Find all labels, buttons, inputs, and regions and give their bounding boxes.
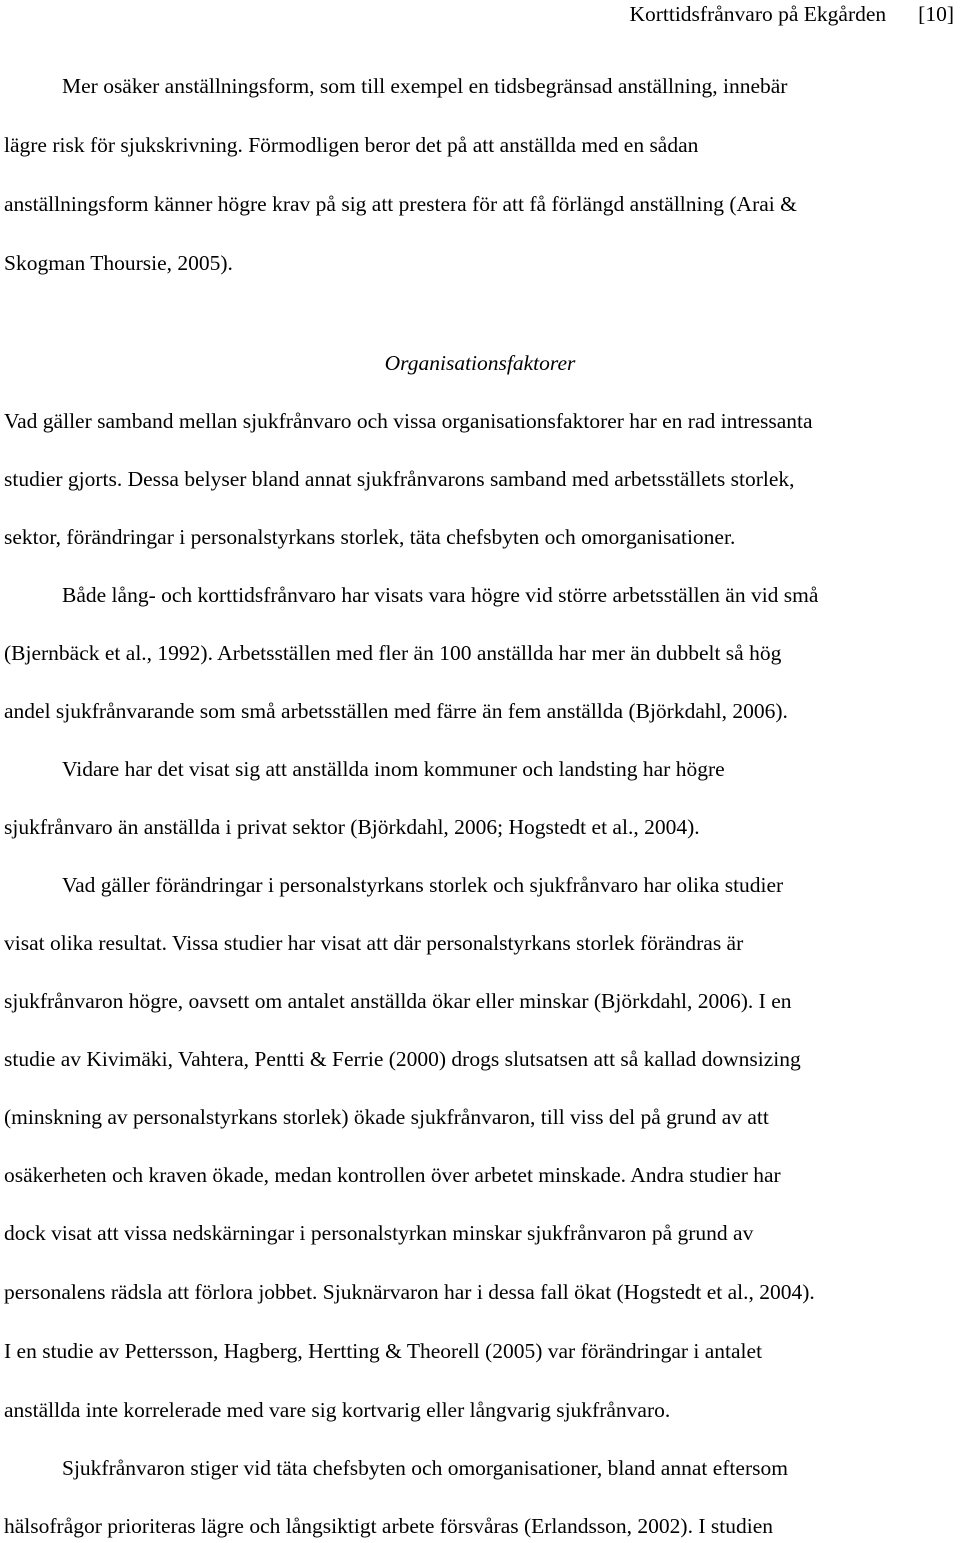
text-line: personalens rädsla att förlora jobbet. Sjuknärvaron har i dessa fall ökat (Hogstedt et al., 2004).: [4, 1280, 815, 1304]
text-line: Vad gäller förändringar i personalstyrkans storlek och sjukfrånvaro har olika studier: [62, 873, 784, 897]
text-line: lägre risk för sjukskrivning. Förmodligen beror det på att anställda med en sådan: [4, 133, 699, 157]
text-line: sjukfrånvaro än anställda i privat sektor (Björkdahl, 2006; Hogstedt et al., 2004).: [4, 815, 700, 839]
text-line: andel sjukfrånvarande som små arbetsställen med färre än fem anställda (Björkdahl, 2006).: [4, 699, 788, 723]
text-line: hälsofrågor prioriteras lägre och långsiktigt arbete försvåras (Erlandsson, 2002). I studien: [4, 1514, 773, 1538]
text-line: anställda inte korrelerade med vare sig kortvarig eller långvarig sjukfrånvaro.: [4, 1398, 671, 1422]
text-line: dock visat att vissa nedskärningar i personalstyrkan minskar sjukfrånvaron på grund av: [4, 1221, 754, 1245]
text-line: (Bjernbäck et al., 1992). Arbetsställen med fler än 100 anställda har mer än dubbelt så hög: [4, 641, 782, 665]
running-header: [629, 0, 954, 28]
text-line: Vad gäller samband mellan sjukfrånvaro och vissa organisationsfaktorer har en rad intressanta: [4, 409, 813, 433]
text-line: sektor, förändringar i personalstyrkans storlek, täta chefsbyten och omorganisationer.: [4, 525, 736, 549]
text-line: I en studie av Pettersson, Hagberg, Hertting & Theorell (2005) var förändringar i antalet: [4, 1339, 763, 1363]
text-line: studie av Kivimäki, Vahtera, Pentti & Ferrie (2000) drogs slutsatsen att så kallad downsizing: [4, 1047, 801, 1071]
page-number: [10]: [918, 2, 954, 26]
text-line: sjukfrånvaron högre, oavsett om antalet anställda ökar eller minskar (Björkdahl, 2006). I en: [4, 989, 792, 1013]
header-title: Korttidsfrånvaro på Ekgården: [629, 2, 887, 26]
text-line: Mer osäker anställningsform, som till exempel en tidsbegränsad anställning, innebär: [62, 74, 788, 98]
text-line: Vidare har det visat sig att anställda inom kommuner och landsting har högre: [62, 757, 725, 781]
text-line: studier gjorts. Dessa belyser bland annat sjukfrånvarons samband med arbetsställets storlek,: [4, 467, 795, 491]
text-line: Sjukfrånvaron stiger vid täta chefsbyten och omorganisationer, bland annat eftersom: [62, 1456, 788, 1480]
text-line: (minskning av personalstyrkans storlek) ökade sjukfrånvaron, till viss del på grund av att: [4, 1105, 769, 1129]
section-heading: Organisationsfaktorer: [384, 351, 576, 375]
text-line: Skogman Thoursie, 2005).: [4, 251, 233, 275]
text-line: visat olika resultat. Vissa studier har visat att där personalstyrkans storlek förändras är: [4, 931, 744, 955]
text-line: Både lång- och korttidsfrånvaro har visats vara högre vid större arbetsställen än vid små: [62, 583, 819, 607]
text-line: osäkerheten och kraven ökade, medan kontrollen över arbetet minskade. Andra studier har: [4, 1163, 781, 1187]
text-line: anställningsform känner högre krav på sig att prestera för att få förlängd anställning (Arai &: [4, 192, 797, 216]
